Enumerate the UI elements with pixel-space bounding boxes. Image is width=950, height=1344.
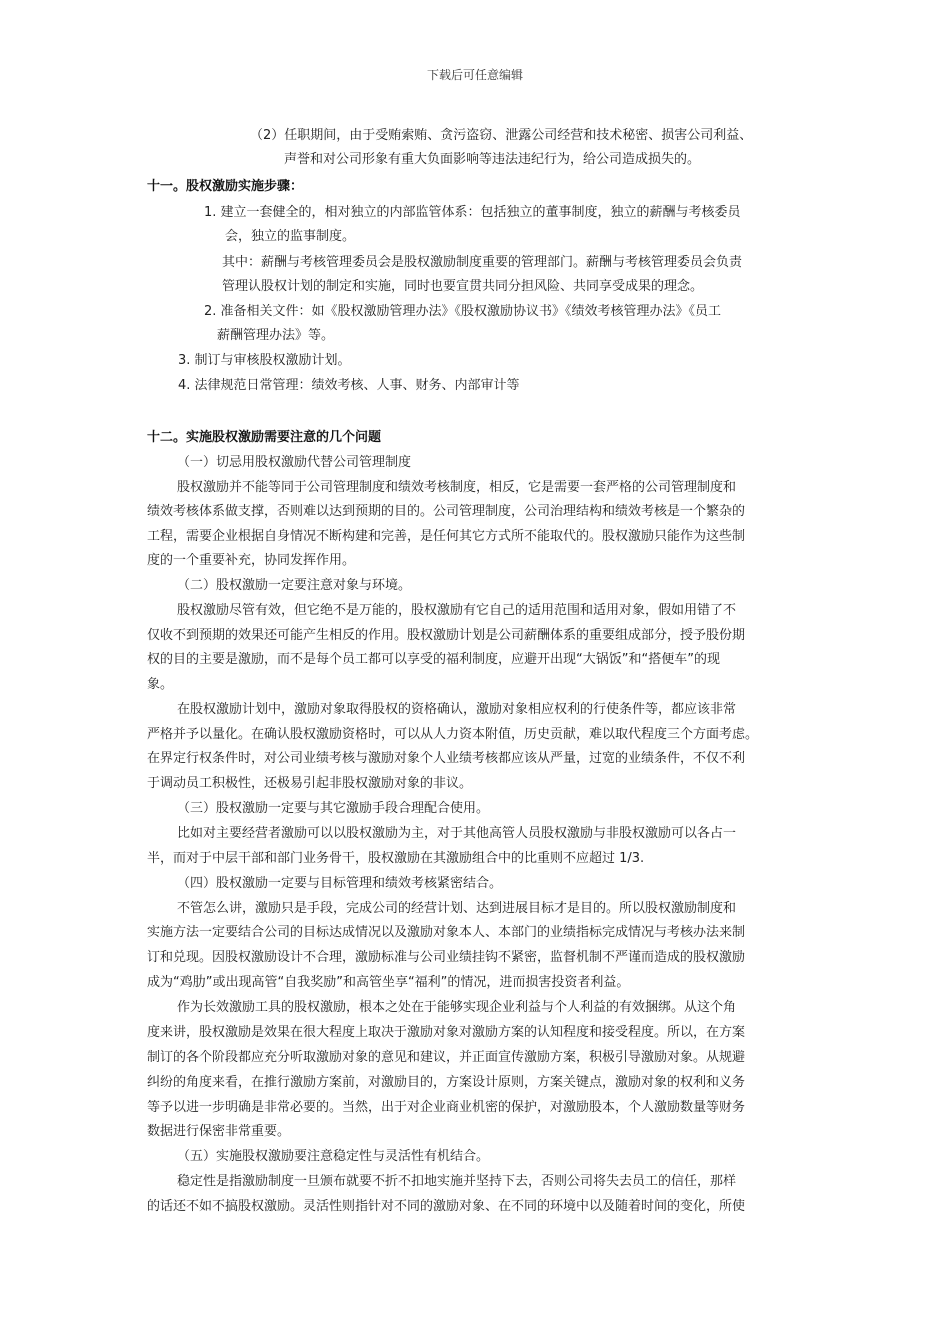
paragraph-line: 绩效考核体系做支撑，否则难以达到预期的目的。公司管理制度，公司治理结构和绩效考核是一个繁杂的 xyxy=(147,504,746,519)
paragraph-line: 股权激励尽管有效，但它绝不是万能的，股权激励有它自己的适用范围和适用对象，假如用错了不 xyxy=(177,603,737,618)
paragraph-line: 半，而对于中层干部和部门业务骨干，股权激励在其激励组合中的比重则不应超过 1/3. xyxy=(147,851,645,866)
paragraph-line: 等予以进一步明确是非常必要的。当然，出于对企业商业机密的保护，对激励股本，个人激励数量等财务 xyxy=(147,1100,746,1115)
paragraph-line: 在股权激励计划中，激励对象取得股权的资格确认，激励对象相应权利的行使条件等，都应该非常 xyxy=(177,702,737,717)
list-item-continuation: 会，独立的监事制度。 xyxy=(225,229,356,244)
paragraph-line: 纠纷的角度来看，在推行激励方案前，对激励目的，方案设计原则，方案关键点，激励对象的权利和义务 xyxy=(147,1075,746,1090)
paragraph-line: （2）任职期间，由于受贿索贿、贪污盗窃、泄露公司经营和技术秘密、损害公司利益、 xyxy=(250,128,753,143)
list-item: 1. 建立一套健全的，相对独立的内部监管体系：包括独立的董事制度，独立的薪酬与考核委员 xyxy=(204,205,741,220)
paragraph-line: 象。 xyxy=(147,677,174,692)
paragraph-line: 制订的各个阶段都应充分听取激励对象的意见和建议，并正面宣传激励方案，积极引导激励对象。从规避 xyxy=(147,1050,746,1065)
paragraph-line: 成为“鸡肋”或出现高管“自我奖励”和高管坐享“福利”的情况，进而损害投资者利益。 xyxy=(147,975,630,990)
subsection-heading: （三）股权激励一定要与其它激励手段合理配合使用。 xyxy=(177,801,490,816)
paragraph-line: 声誉和对公司形象有重大负面影响等违法违纪行为，给公司造成损失的。 xyxy=(284,152,701,167)
paragraph-line: 数据进行保密非常重要。 xyxy=(147,1124,291,1139)
section-heading-11: 十一。股权激励实施步骤： xyxy=(147,179,304,194)
paragraph-line: 稳定性是指激励制度一旦颁布就要不折不扣地实施并坚持下去，否则公司将失去员工的信任，那样 xyxy=(177,1174,737,1189)
list-item: 2. 准备相关文件：如《股权激励管理办法》《股权激励协议书》《绩效考核管理办法》《员工 xyxy=(204,304,722,319)
paragraph-line: 管理认股权计划的制定和实施，同时也要宣贯共同分担风险、共同享受成果的理念。 xyxy=(222,279,704,294)
page-header: 下载后可任意编辑 xyxy=(426,68,523,82)
paragraph-line: 于调动员工积极性，还极易引起非股权激励对象的非议。 xyxy=(147,776,473,791)
list-item: 3. 制订与审核股权激励计划。 xyxy=(178,353,351,368)
paragraph-line: 在界定行权条件时，对公司业绩考核与激励对象个人业绩考核都应该从严量，过宽的业绩条件，不仅不利 xyxy=(147,751,746,766)
paragraph-line: 度来讲，股权激励是效果在很大程度上取决于激励对象对激励方案的认知程度和接受程度。所以，在方案 xyxy=(147,1025,746,1040)
paragraph-line: 权的目的主要是激励，而不是每个员工都可以享受的福利制度，应避开出现“大锅饭”和“搭便车”的现 xyxy=(147,652,720,667)
subsection-heading: （一）切忌用股权激励代替公司管理制度 xyxy=(177,455,412,470)
section-heading-12: 十二。实施股权激励需要注意的几个问题 xyxy=(147,430,382,445)
paragraph-line: 严格并予以量化。在确认股权激励资格时，可以从人力资本附值，历史贡献，难以取代程度三个方面考虑。 xyxy=(147,727,759,742)
paragraph-line: 度的一个重要补充，协同发挥作用。 xyxy=(147,553,356,568)
paragraph-line: 的话还不如不搞股权激励。灵活性则指针对不同的激励对象、在不同的环境中以及随着时间的变化，所使 xyxy=(147,1199,746,1214)
subsection-heading: （五）实施股权激励要注意稳定性与灵活性有机结合。 xyxy=(177,1149,490,1164)
paragraph-line: 比如对主要经营者激励可以以股权激励为主，对于其他高管人员股权激励与非股权激励可以各占一 xyxy=(177,826,737,841)
paragraph-line: 工程，需要企业根据自身情况不断构建和完善，是任何其它方式所不能取代的。股权激励只能作为这些制 xyxy=(147,529,746,544)
paragraph-line: 作为长效激励工具的股权激励，根本之处在于能够实现企业利益与个人利益的有效捆绑。从这个角 xyxy=(177,1000,737,1015)
paragraph-line: 仅收不到预期的效果还可能产生相反的作用。股权激励计划是公司薪酬体系的重要组成部分，授予股份期 xyxy=(147,628,746,643)
paragraph-line: 股权激励并不能等同于公司管理制度和绩效考核制度，相反，它是需要一套严格的公司管理制度和 xyxy=(177,480,737,495)
list-item: 4. 法律规范日常管理：绩效考核、人事、财务、内部审计等 xyxy=(178,378,520,393)
list-item-continuation: 薪酬管理办法》等。 xyxy=(217,328,335,343)
paragraph-line: 实施方法一定要结合公司的目标达成情况以及激励对象本人、本部门的业绩指标完成情况与考核办法来制 xyxy=(147,925,746,940)
subsection-heading: （四）股权激励一定要与目标管理和绩效考核紧密结合。 xyxy=(177,876,503,891)
paragraph-line: 不管怎么讲，激励只是手段，完成公司的经营计划、达到进展目标才是目的。所以股权激励制度和 xyxy=(177,901,737,916)
paragraph-line: 订和兑现。因股权激励设计不合理，激励标准与公司业绩挂钩不紧密，监督机制不严谨而造成的股权激励 xyxy=(147,950,746,965)
paragraph-line: 其中：薪酬与考核管理委员会是股权激励制度重要的管理部门。薪酬与考核管理委员会负责 xyxy=(222,255,743,270)
subsection-heading: （二）股权激励一定要注意对象与环境。 xyxy=(177,578,412,593)
